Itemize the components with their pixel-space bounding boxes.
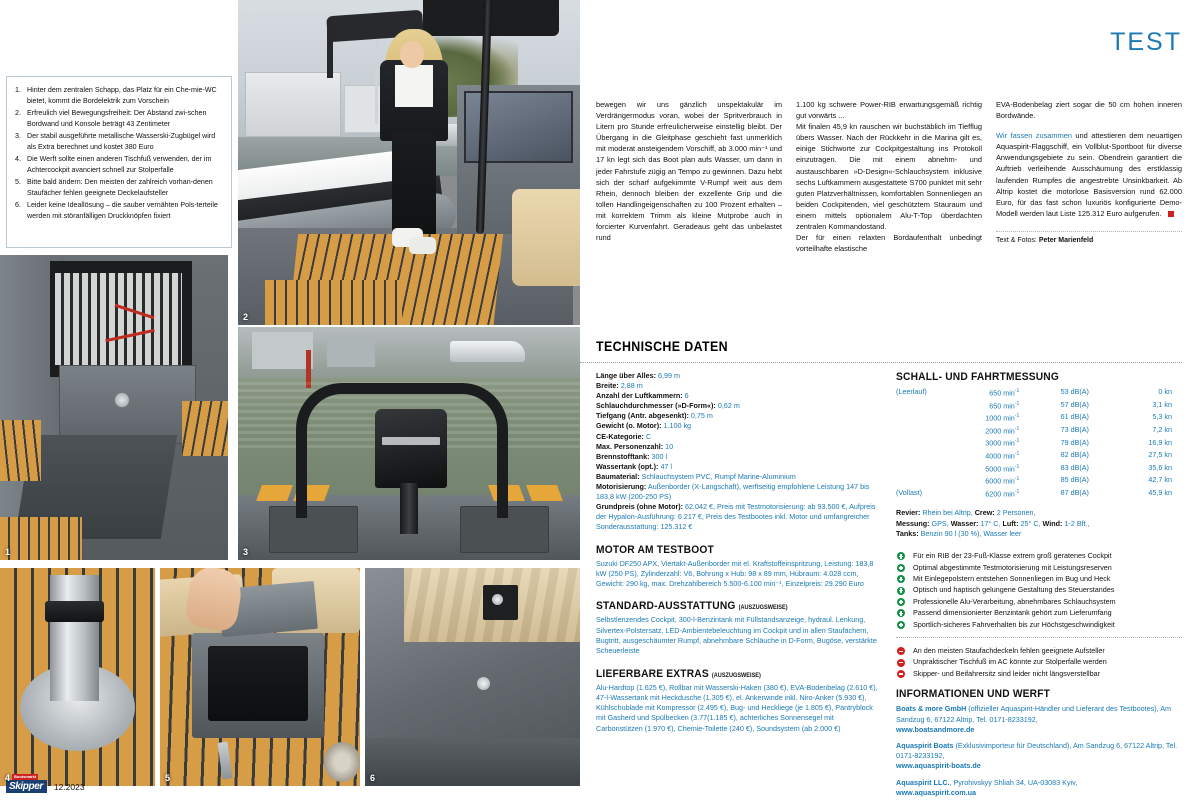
teak-right	[182, 401, 228, 456]
minus-circle-icon	[897, 659, 905, 667]
spec-value: C	[645, 431, 652, 441]
speed-cell: 3,1 kn	[1152, 399, 1172, 409]
photo-number: 1	[5, 547, 11, 557]
spec-label: Baumaterial:	[596, 471, 640, 481]
rpm-cell	[959, 411, 1037, 424]
technical-left-column	[596, 371, 882, 734]
technical-data-heading: TECHNISCHE DATEN	[596, 339, 728, 354]
lower-ledge	[365, 738, 580, 786]
load-cell	[896, 474, 959, 487]
spec-value: 2,88 m	[620, 381, 643, 391]
wind-label: Wind:	[1042, 518, 1063, 528]
teak-bottom	[0, 517, 82, 560]
article-paragraph: Der für einen relaxten Bordaufenthalt unbedingt vorteilhafte elastische	[796, 233, 982, 254]
spec-value: 6	[684, 391, 689, 401]
importer-name: Aquaspirit Boats	[896, 740, 954, 750]
messung-value: GPS,	[931, 518, 949, 528]
condition-line-3	[896, 529, 1182, 539]
pro-text: Sportlich-sicheres Fahrverhalten bis zur Höchstgeschwindigkeit	[913, 619, 1115, 629]
pro-text: Optimal abgestimmte Testmotorisierung mit Leistungsreserven	[913, 562, 1112, 572]
plus-circle-icon	[897, 552, 905, 560]
rpm-cell	[959, 462, 1037, 475]
list-item: Der stabil ausgeführte metallische Wasserski-Zugbügel wird als Extra berechnet und kostet 380 Euro	[27, 131, 216, 152]
wasser-label: Wasser:	[950, 518, 979, 528]
photo-cockpit-walkway	[238, 0, 580, 325]
photo-table-pedestal	[0, 568, 155, 786]
list-item	[896, 596, 1182, 607]
load-cell: (Leerlauf)	[896, 387, 927, 397]
pro-text: Passend dimensionierter Benzintank gehört zum Lieferumfang	[913, 608, 1112, 618]
waterski-rollbar	[296, 383, 508, 518]
rpm-value: 4000 min	[985, 451, 1015, 461]
pros-list	[896, 550, 1182, 630]
table-row	[896, 487, 1172, 500]
spec-label: Schlauchdurchmesser (»D-Form«):	[596, 401, 716, 411]
spec-row	[596, 411, 882, 421]
list-item	[896, 668, 1182, 679]
pro-text: Mit Einlegepolstern entstehen Sonnenliegen im Bug und Heck	[913, 574, 1111, 584]
test-conditions	[896, 508, 1182, 539]
spec-value: 10	[665, 441, 674, 451]
marina-building	[252, 332, 314, 369]
list-item	[896, 619, 1182, 630]
verdict-divider	[896, 637, 1182, 638]
photo-outboard-rollbar	[238, 327, 580, 560]
credit-divider	[996, 231, 1182, 232]
article-column-3	[996, 99, 1182, 254]
snap-fastener-2	[477, 677, 490, 690]
wasser-value: 17° C,	[980, 518, 1001, 528]
spec-row	[596, 381, 882, 391]
table-row	[896, 462, 1172, 475]
spec-row	[596, 421, 882, 431]
photo-notes-box	[6, 76, 232, 248]
list-item: Hinter dem zentralen Schapp, das Platz für ein Che-mie-WC bietet, kommt die Bordelektrik zum Vorschein	[27, 86, 217, 106]
list-item	[896, 656, 1182, 667]
rpm-value: 650 min	[989, 388, 1015, 398]
con-text: Skipper- und Beifahrersitz sind leider nicht längsverstellbar	[913, 668, 1100, 678]
rpm-value: 650 min	[989, 400, 1015, 410]
article-paragraph: EVA-Bodenbelag ziert sogar die 50 cm hohen inneren Bordwände.	[996, 100, 1182, 121]
seat-cushion	[512, 189, 580, 287]
summary-lead-in: Wir fassen zusammen	[996, 131, 1072, 141]
spec-label: Motorisierung:	[596, 482, 647, 492]
table-row	[896, 399, 1172, 412]
load-cell	[896, 411, 959, 424]
db-cell: 73 dB(A)	[1060, 424, 1089, 434]
table-row	[896, 449, 1172, 462]
luft-value: 25° C,	[1020, 518, 1041, 528]
photo-electrical-locker	[0, 255, 228, 560]
end-mark	[1168, 211, 1174, 217]
moored-boat	[450, 341, 525, 362]
spec-row	[596, 391, 882, 401]
person-trousers	[392, 133, 436, 234]
speed-cell: 35,6 kn	[1148, 462, 1172, 472]
rpm-exponent: -1	[1014, 476, 1020, 483]
load-cell	[896, 436, 959, 449]
spec-label: Gewicht (o. Motor):	[596, 421, 662, 431]
db-cell: 57 dB(A)	[1060, 399, 1089, 409]
rpm-exponent: -1	[1014, 425, 1020, 432]
dealer-name: Boats & more GmbH	[896, 704, 967, 714]
db-cell: 53 dB(A)	[1060, 387, 1089, 397]
spec-label: CE-Kategorie:	[596, 431, 644, 441]
rpm-value: 1000 min	[985, 413, 1015, 423]
article-paragraph-summary	[996, 130, 1182, 219]
list-item: Die Werft sollte einen anderen Tischfuß verwenden, der im Achtercockpit avanciert schnell zur Stolperfalle	[27, 154, 212, 174]
marina-building-2	[327, 336, 375, 366]
con-text: An den meisten Staufachdeckeln fehlen geeignete Aufsteller	[913, 646, 1105, 656]
spec-row	[596, 472, 882, 482]
extras-subtitle: (AUSZUGSWEISE)	[711, 672, 761, 679]
rpm-cell	[959, 424, 1037, 437]
t-top-post-rear	[327, 20, 333, 79]
teak-left	[0, 420, 41, 481]
photo-number: 5	[165, 773, 171, 783]
technical-right-column	[896, 371, 1182, 804]
pro-text: Professionelle Alu-Verarbeitung, abnehmbares Schlauchsystem	[913, 596, 1116, 606]
table-row	[896, 411, 1172, 424]
issue-date: 12.2023	[53, 781, 85, 792]
con-text: Unpraktischer Tischfuß im AC könnte zur Stolperfalle werden	[913, 657, 1107, 667]
list-item	[896, 584, 1182, 595]
rpm-value: 5000 min	[985, 463, 1015, 473]
db-cell: 87 dB(A)	[1060, 487, 1089, 497]
db-cell: 85 dB(A)	[1060, 475, 1089, 485]
load-cell	[896, 462, 959, 475]
spec-row	[596, 502, 882, 532]
photo-number: 4	[5, 773, 11, 783]
speed-cell: 27,5 kn	[1148, 450, 1172, 460]
importer-website[interactable]: www.aquaspirit-boats.de	[896, 761, 981, 771]
extras-title: LIEFERBARE EXTRAS	[596, 667, 709, 680]
rpm-value: 3000 min	[985, 438, 1015, 448]
importer-address: (Exklusivimporteur für Deutschland), Am Sandzug 6, 67122 Altrip, Tel. 0171-8233192,	[896, 740, 1178, 761]
spec-label: Brennstofftank:	[596, 451, 650, 461]
teak-floor-2	[265, 280, 402, 326]
yellow-stripe-3	[526, 485, 563, 501]
rpm-value: 6000 min	[985, 476, 1015, 486]
list-item	[896, 645, 1182, 656]
plus-circle-icon	[897, 598, 905, 606]
spec-value: 1.100 kg	[663, 421, 692, 431]
spec-value: 0,75 m	[690, 411, 713, 421]
spec-label: Länge über Alles:	[596, 371, 657, 380]
speed-cell: 7,2 kn	[1152, 424, 1172, 434]
logo-wordmark: Skipper	[9, 781, 43, 792]
load-cell	[896, 424, 959, 437]
spec-label: Anzahl der Luftkammern:	[596, 391, 683, 401]
load-cell	[896, 449, 959, 462]
pedestal-tube	[50, 575, 100, 701]
rpm-cell	[959, 487, 1037, 500]
plus-circle-icon	[897, 587, 905, 595]
pro-text: Optisch und haptisch gelungene Gestaltung des Steuerstandes	[913, 585, 1115, 595]
photo-credit	[996, 237, 1182, 244]
motor-heading: MOTOR AM TESTBOOT	[596, 543, 714, 556]
spec-label: Grundpreis (ohne Motor):	[596, 502, 684, 512]
person-shirt	[395, 65, 433, 107]
extras-heading	[596, 668, 862, 680]
spec-row	[596, 482, 882, 502]
tanks-label: Tanks:	[896, 528, 919, 538]
snap-fastener-1	[492, 594, 503, 605]
article-paragraph: 1.100 kg schwere Power-RIB erwartungsgemäß richtig gut vorwärts ...	[796, 100, 982, 121]
standard-equipment-subtitle: (AUSZUGSWEISE)	[738, 605, 788, 612]
photo-cushion-snap	[365, 568, 580, 786]
article-column-2	[796, 99, 982, 254]
condition-line-1	[896, 508, 1182, 518]
spec-value: 6,99 m	[658, 371, 681, 380]
list-item: Erfreulich viel Bewegungsfreiheit: Der Abstand zwi-schen Bordwand und Konsole beträgt 43 Zentimeter	[27, 108, 207, 129]
condition-line-2	[896, 519, 1182, 529]
revier-label: Revier:	[896, 508, 921, 518]
mast	[375, 39, 378, 124]
page-title: TEST	[1110, 28, 1182, 56]
article-column-1	[596, 99, 782, 254]
spec-label: Breite:	[596, 381, 619, 391]
minus-circle-icon	[897, 647, 905, 655]
rpm-cell	[959, 474, 1037, 487]
dealer-website[interactable]: www.boatsandmore.de	[896, 724, 975, 734]
db-cell: 83 dB(A)	[1060, 462, 1089, 472]
rpm-value: 2000 min	[985, 426, 1015, 436]
rpm-exponent: -1	[1014, 438, 1020, 445]
revier-value: Rhein bei Altrip,	[922, 508, 973, 518]
standard-equipment-title: STANDARD-AUSSTATTUNG	[596, 600, 736, 613]
plus-circle-icon	[897, 575, 905, 583]
rpm-cell	[959, 386, 1037, 399]
photo-number: 3	[243, 547, 249, 557]
rpm-cell	[959, 449, 1037, 462]
cons-list	[896, 645, 1182, 679]
db-cell: 61 dB(A)	[1060, 412, 1089, 422]
credit-label: Text & Fotos:	[996, 236, 1037, 244]
table-row	[896, 474, 1172, 487]
photo-number: 6	[370, 773, 376, 783]
table-row	[896, 424, 1172, 437]
storage-cavity	[208, 646, 308, 720]
plus-circle-icon	[897, 621, 905, 629]
logo-banner: Bootsmarkt	[14, 774, 37, 779]
photo-notes-list	[14, 85, 224, 222]
rpm-exponent: -1	[1014, 463, 1020, 470]
marina-building	[245, 72, 341, 137]
speed-cell: 0 kn	[1158, 387, 1172, 397]
plus-circle-icon	[897, 564, 905, 572]
list-item	[896, 607, 1182, 618]
coiled-rope	[324, 742, 360, 781]
db-cell: 82 dB(A)	[1060, 450, 1089, 460]
rpm-exponent: -1	[1014, 388, 1020, 394]
standard-equipment-body: Selbstlenzendes Cockpit, 300-l-Benzintank mit Füllstandsanzeige, hydraul. Lenkung, Silvertex-Polstersatz, LED-Ambientebeleuchtung im Cockpit und in allen Staufächern, Bugtritt, ausgeschäumter Rumpf, abnehmbare Schläuche in D-Form, Bugöse, verstärkte Scheuerleiste	[596, 615, 877, 656]
manufacturer-address: , Pyrohivskyy Shliah 34, UA-03083 Kyiv,	[949, 777, 1078, 787]
rpm-exponent: -1	[1014, 450, 1020, 457]
spec-row	[596, 462, 882, 472]
db-cell: 79 dB(A)	[1060, 437, 1089, 447]
pro-text: Für ein RIB der 23-Fuß-Klasse extrem groß geratenes Cockpit	[913, 551, 1112, 561]
info-heading: INFORMATIONEN UND WERFT	[896, 688, 1051, 701]
skipper-logo	[6, 774, 47, 793]
spec-label: Max. Personenzahl:	[596, 441, 664, 451]
rpm-cell	[959, 399, 1037, 412]
yellow-stripe-1	[256, 485, 293, 501]
spec-value: 0,62 m	[717, 401, 740, 411]
info-entry	[896, 741, 1182, 772]
article-paragraph: Mit finalen 45,9 kn rauschen wir buchstäblich im Tiefflug übers Wasser. Nach der Rückkehr in die Marina gilt es, einige Stichworte zur Cockpitgestaltung ins Protokoll einzutragen. Die mit einem abnehm- und austauschbaren »D-Design«-Schlauchsystem inklusive sechs Luftkammern ausgestattete S700 punktet mit sehr guten Platzverhältnissen, komfortablen Sonnenliegen an beiden Cockpitenden, viel geschütztem Stauraum und einem mittels optionalem Alu-T-Top überdachten zentralen Kommandostand.	[796, 122, 982, 232]
load-cell	[896, 399, 959, 412]
wiring-harness	[55, 273, 183, 365]
table-row	[896, 436, 1172, 449]
rpm-cell	[959, 436, 1037, 449]
measurement-table-body	[896, 386, 1172, 499]
dealer-address: (offizieller Aquaspirit-Händler und Lieferant des Testbootes), Am Sandzug 6, 67122 Altrip, Tel. 0171-8233192,	[896, 704, 1171, 724]
speed-cell: 16,9 kn	[1148, 437, 1172, 447]
messung-label: Messung:	[896, 518, 930, 528]
spec-value: 62.042 €, Preis mit Testmotorisierung: ab 93.500 €, Aufpreis der Hypalon-Ausführung: 6.217 €, Preis des Testbootes inkl. Motor und umfangreicher Sonderausstattung: 125.312 €	[596, 502, 876, 532]
speed-cell: 5,3 kn	[1152, 412, 1172, 422]
spec-value: Schlauchsystem PVC, Rumpf Marine-Aluminium	[641, 471, 796, 481]
article-body	[596, 99, 1182, 254]
measurement-heading: SCHALL- UND FAHRTMESSUNG	[896, 371, 1060, 383]
pedestal-collar	[45, 601, 104, 623]
list-item: Leider keine Ideallösung – die sauber vernähten Pols-terteile werden mit störanfälligen Druckknöpfen fixiert	[27, 200, 218, 220]
info-entry	[896, 778, 1182, 798]
spec-label: Tiefgang (Antr. abgesenkt):	[596, 411, 689, 421]
plus-circle-icon	[897, 609, 905, 617]
motor-body: Suzuki DF250 APX, Viertakt-Außenborder mit el. Kraftstoffeinspritzung, Leistung: 183,8 kW (250 PS), Zylinderzahl: V6, Bohrung x Hub: 98 x 89 mm, Hubraum: 4.028 ccm, Gewicht: 290 kg, max. Drehzahlbereich 5.500-6.100 min⁻¹, Einzelpreis: 29.290 Euro	[596, 558, 874, 589]
spec-row	[596, 401, 882, 411]
rpm-exponent: -1	[1014, 400, 1020, 407]
list-item	[896, 550, 1182, 561]
spec-row	[596, 442, 882, 452]
spec-row	[596, 371, 882, 381]
spec-row	[596, 452, 882, 462]
list-item	[896, 562, 1182, 573]
load-cell: (Vollast)	[896, 487, 922, 497]
list-item	[896, 573, 1182, 584]
table-row	[896, 386, 1172, 399]
manufacturer-website[interactable]: www.aquaspirit.com.ua	[896, 787, 977, 797]
spec-label: Wassertank (opt.):	[596, 461, 659, 471]
luft-label: Luft:	[1002, 518, 1019, 528]
wind-value: 1-2 Bft.,	[1064, 518, 1090, 528]
speed-cell: 42,7 kn	[1148, 475, 1172, 485]
spec-value: Außenborder (X-Langschaft), werftseitig empfohlene Leistung 147 bis 183,8 kW (200-250 PS)	[596, 482, 870, 502]
rpm-value: 6200 min	[985, 489, 1015, 499]
credit-author: Peter Marienfeld	[1038, 236, 1094, 244]
rpm-exponent: -1	[1014, 413, 1020, 420]
photo-storage-hatch	[160, 568, 360, 786]
manufacturer-name: Aquaspirit LLC.	[896, 777, 950, 787]
minus-circle-icon	[897, 670, 905, 678]
info-entry	[896, 704, 1182, 735]
list-item: Bitte bald ändern: Den meisten der zahlreich vorhan-denen Staufächer fehlen geeignete Deckelaufsteller	[27, 177, 213, 197]
spec-value: 47 l	[660, 461, 673, 471]
standard-equipment-heading	[596, 600, 862, 612]
crew-label: Crew:	[974, 508, 995, 518]
article-paragraph: bewegen wir uns gänzlich unspektakulär im Verdrängermodus voran, wobei der Spritverbrauch in Litern pro Stunde erfreulicherweise einstellig bleibt. Der Übergang in die Gleitphase geschieht fast unmerklich mit moderat ansteigendem Vorschiff, ab 3.000 min⁻¹ und 17 kn legt sich das Boot plan aufs Wasser, um dann in jeder Fahrstufe zügig an Tempo zu gewinnen. Dazu hebt sich der scharf aufgekimmte V-Rumpf weit aus dem Rhein, dennoch bleiben der exzellente Grip und die tollen Handlingeigenschaften zu 100 Prozent erhalten – mit korrektem Trimm als kleine Mutprobe auch in forcierter Kurvenfahrt. Geradeaus geht das unbelastet rund	[596, 100, 782, 243]
spec-value: 300 l	[651, 451, 668, 461]
extras-body: Alu-Hardtop (1.625 €), Rollbar mit Wasserski-Haken (380 €), EVA-Bodenbelag (2.610 €), 47-l-Wassertank mit Heckdusche (1.305 €), el. Ankerwinde inkl. Niro-Anker (5.930 €), Kühlschublade mit Kompressor (2.495 €), Bug- und Heckliege (je 1.805 €), Pantryblock mit Gasherd und Spülbecken (3.77(1.185 €), achterliches Sonnensegel mit Carbonstützen (1.970 €), Chemie-Toilette (240 €), Soundsystem (ab 2.000 €)	[596, 682, 878, 733]
person-shoe-right	[409, 237, 436, 253]
speed-cell: 45,9 kn	[1148, 487, 1172, 497]
crew-value: 2 Personen,	[996, 508, 1036, 518]
rpm-exponent: -1	[1014, 488, 1020, 495]
photo-number: 2	[243, 312, 249, 322]
summary-text: und attestieren dem neuartigen Aquaspirit-Flaggschiff, ein Vollblut-Sportboot für diverse Anwendungsgebiete zu sein. Obendrein garantiert die Auftrieb verleihende Ausschäumung des erstklassig laufenden Rumpfes die angestrebte Unsinkbarkeit. Ab Altrip kostet die motorlose Basisversion rund 62.000 Euro, für das fast schon luxuriös konfigurierte Demo-Modell werden laut Liste 125.312 Euro aufgerufen.	[996, 131, 1182, 218]
page-footer	[6, 774, 85, 793]
spec-row	[596, 432, 882, 442]
measurement-table	[896, 386, 1172, 499]
tanks-value: Benzin 90 l (30 %), Wasser leer	[920, 528, 1022, 538]
technical-divider	[580, 362, 1182, 363]
